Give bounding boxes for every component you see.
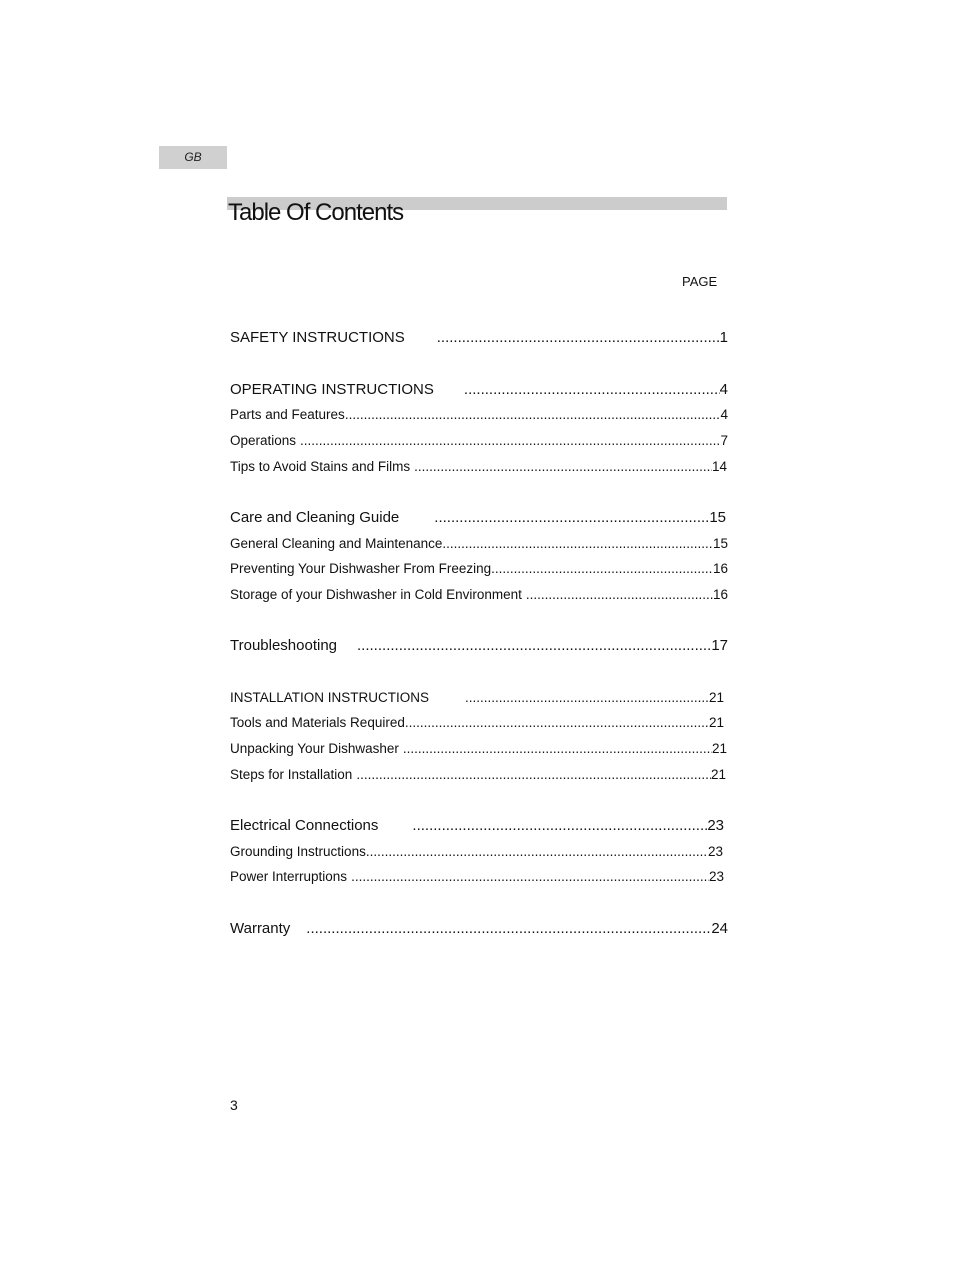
toc-entry-steps-installation[interactable] [230, 767, 726, 785]
toc-entry-label: Care and Cleaning Guide [230, 509, 400, 526]
toc-entry-page: 16 [712, 561, 728, 576]
toc-entry-care-and-cleaning[interactable] [230, 509, 726, 527]
toc-entry-electrical-connections[interactable] [230, 817, 724, 835]
toc-entry-label: Steps for Installation [230, 767, 353, 782]
toc-entry-label: Unpacking Your Dishwasher [230, 741, 399, 756]
toc-entry-label: Grounding Instructions [230, 844, 366, 859]
toc-entry-label: Electrical Connections [230, 817, 379, 834]
toc-entry-label: Troubleshooting [230, 637, 338, 654]
page-column-label: PAGE [682, 274, 718, 289]
toc-entry-general-cleaning[interactable] [230, 536, 728, 554]
dot-leader [465, 690, 709, 705]
toc-entry-page: 24 [711, 920, 728, 937]
toc-entry-label: Operations [230, 433, 297, 448]
toc-entry-label: OPERATING INSTRUCTIONS [230, 381, 434, 398]
toc-entry-storage-cold[interactable] [230, 587, 728, 605]
toc-entry-unpacking[interactable] [230, 741, 727, 759]
toc-entry-page: 17 [711, 637, 728, 654]
dot-leader [437, 329, 720, 346]
dot-leader [306, 920, 711, 937]
toc-entry-page: 23 [708, 869, 724, 884]
dot-leader [464, 381, 720, 398]
toc-entry-parts-and-features[interactable] [230, 407, 728, 425]
toc-entry-installation-instructions[interactable] [230, 690, 724, 708]
toc-entry-page: 14 [711, 459, 727, 474]
toc-entry-label: Parts and Features [230, 407, 345, 422]
toc-entry-label: INSTALLATION INSTRUCTIONS [230, 690, 430, 705]
toc-entry-page: 4 [720, 407, 728, 422]
toc-entry-page: 21 [708, 690, 724, 705]
dot-leader [300, 433, 720, 448]
toc-entry-page: 23 [707, 817, 724, 834]
language-tab: GB [159, 146, 227, 169]
toc-entry-page: 1 [719, 329, 728, 346]
toc-entry-label: SAFETY INSTRUCTIONS [230, 329, 405, 346]
toc-entry-power-interruptions[interactable] [230, 869, 724, 887]
dot-leader [442, 536, 713, 551]
toc-entry-operating-instructions[interactable] [230, 381, 728, 399]
dot-leader [366, 844, 708, 859]
toc-entry-label: Power Interruptions [230, 869, 348, 884]
toc-entry-tips-stains-films[interactable] [230, 459, 727, 477]
toc-entry-page: 23 [707, 844, 723, 859]
toc-entry-page: 16 [712, 587, 728, 602]
toc-entry-label: Preventing Your Dishwasher From Freezing [230, 561, 492, 576]
toc-entry-grounding[interactable] [230, 844, 723, 862]
page-number: 3 [230, 1097, 238, 1113]
toc-entry-warranty[interactable] [230, 920, 728, 938]
dot-leader [403, 741, 712, 756]
toc-entry-page: 21 [710, 767, 726, 782]
table-of-contents [230, 0, 728, 1000]
toc-entry-troubleshooting[interactable] [230, 637, 728, 655]
toc-entry-preventing-freezing[interactable] [230, 561, 728, 579]
toc-entry-operations[interactable] [230, 433, 728, 451]
dot-leader [412, 817, 707, 834]
dot-leader [526, 587, 713, 602]
toc-entry-page: 15 [712, 536, 728, 551]
toc-entry-page: 7 [720, 433, 728, 448]
toc-entry-page: 4 [719, 381, 728, 398]
dot-leader [357, 637, 711, 654]
dot-leader [414, 459, 712, 474]
dot-leader [491, 561, 713, 576]
dot-leader [356, 767, 711, 782]
toc-entry-safety-instructions[interactable] [230, 329, 728, 347]
dot-leader [345, 407, 721, 422]
page-title: Table Of Contents [228, 199, 404, 226]
toc-entry-label: Warranty [230, 920, 291, 937]
toc-entry-label: Tips to Avoid Stains and Films [230, 459, 411, 474]
dot-leader [351, 869, 709, 884]
toc-entry-page: 21 [708, 715, 724, 730]
toc-entry-label: General Cleaning and Maintenance [230, 536, 443, 551]
toc-entry-label: Tools and Materials Required [230, 715, 405, 730]
dot-leader [405, 715, 709, 730]
toc-entry-page: 21 [711, 741, 727, 756]
toc-entry-label: Storage of your Dishwasher in Cold Environment [230, 587, 522, 602]
toc-entry-tools-and-materials[interactable] [230, 715, 724, 733]
toc-entry-page: 15 [709, 509, 726, 526]
dot-leader [434, 509, 709, 526]
